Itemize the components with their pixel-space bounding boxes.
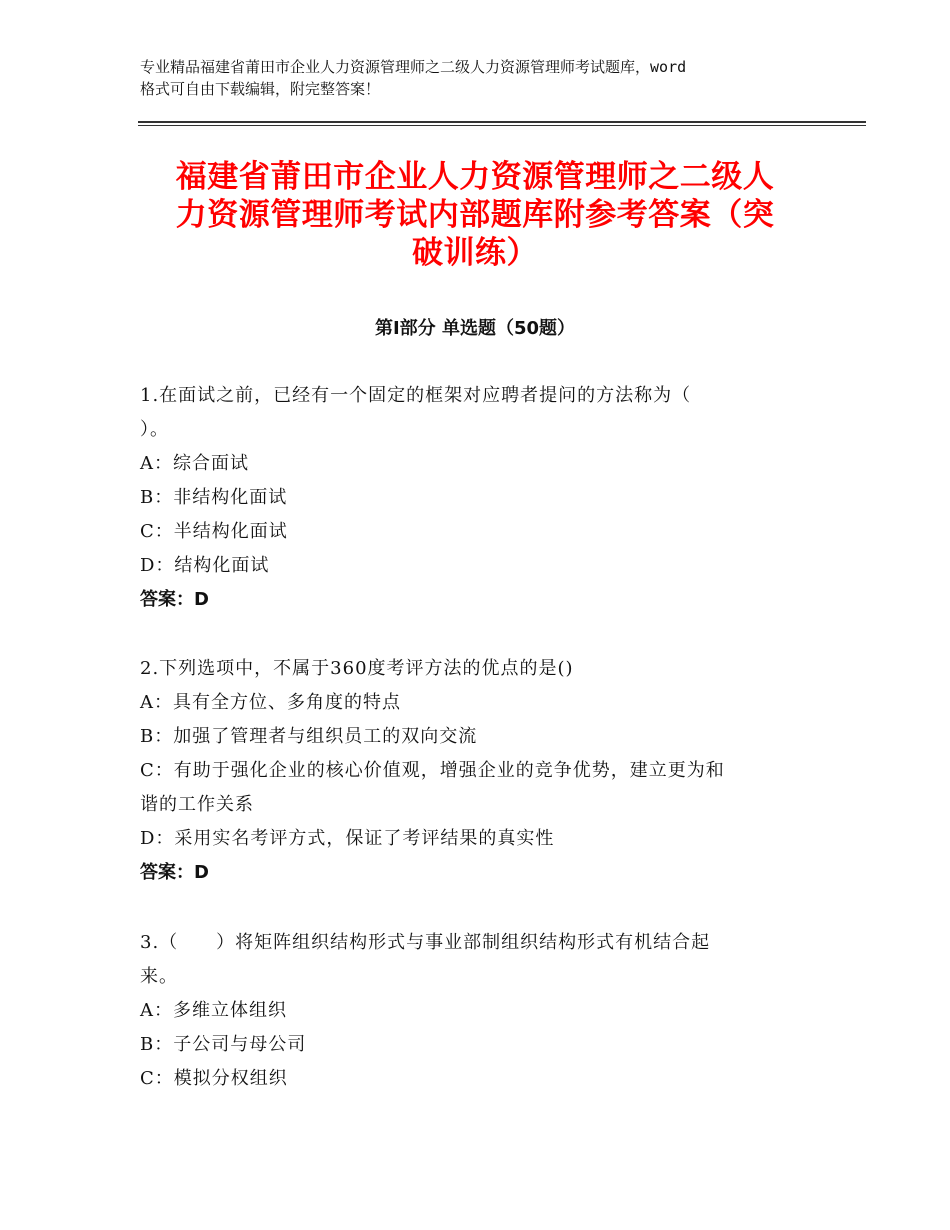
header-note-line2: 格式可自由下载编辑，附完整答案！: [140, 80, 381, 98]
question-3-option-a: A：多维立体组织: [140, 1000, 287, 1021]
question-3-option-c: C：模拟分权组织: [140, 1068, 288, 1089]
header-note: [140, 56, 830, 100]
question-1-option-c: C：半结构化面试: [140, 521, 288, 542]
question-1-option-d: D：结构化面试: [140, 555, 270, 576]
question-3-option-b: B：子公司与母公司: [140, 1034, 307, 1055]
header-divider-thick: [138, 121, 866, 123]
header-divider-thin: [138, 125, 866, 126]
question-3-stem-line2: 来。: [140, 966, 178, 987]
question-2-option-d: D：采用实名考评方式，保证了考评结果的真实性: [140, 828, 555, 849]
question-1-option-b: B：非结构化面试: [140, 487, 288, 508]
question-2: [140, 652, 820, 890]
question-3: [140, 926, 820, 1096]
question-2-option-b: B：加强了管理者与组织员工的双向交流: [140, 726, 478, 747]
question-2-stem-line1: 2.下列选项中，不属于360度考评方法的优点的是(): [140, 658, 574, 679]
section-title: 第Ⅰ部分 单选题（50题）: [374, 318, 575, 339]
question-1: [140, 379, 820, 617]
question-2-option-c-line2: 谐的工作关系: [140, 794, 254, 815]
question-2-option-a: A：具有全方位、多角度的特点: [140, 692, 401, 713]
title-line3: 破训练）: [412, 235, 538, 271]
question-1-stem-line1: 1.在面试之前，已经有一个固定的框架对应聘者提问的方法称为（: [140, 385, 692, 406]
question-2-answer: 答案：D: [140, 862, 209, 883]
document-title: [140, 158, 810, 272]
title-line1: 福建省莆田市企业人力资源管理师之二级人: [175, 159, 775, 195]
question-3-stem-line1: 3.（ ）将矩阵组织结构形式与事业部制组织结构形式有机结合起: [140, 932, 711, 953]
question-1-option-a: A：综合面试: [140, 453, 249, 474]
header-note-line1: 专业精品福建省莆田市企业人力资源管理师之二级人力资源管理师考试题库，word: [140, 58, 687, 76]
question-1-answer: 答案：D: [140, 589, 209, 610]
question-2-option-c-line1: C：有助于强化企业的核心价值观，增强企业的竞争优势，建立更为和: [140, 760, 725, 781]
title-line2: 力资源管理师考试内部题库附参考答案（突: [175, 197, 775, 233]
question-1-stem-line2: ）。: [140, 419, 169, 440]
